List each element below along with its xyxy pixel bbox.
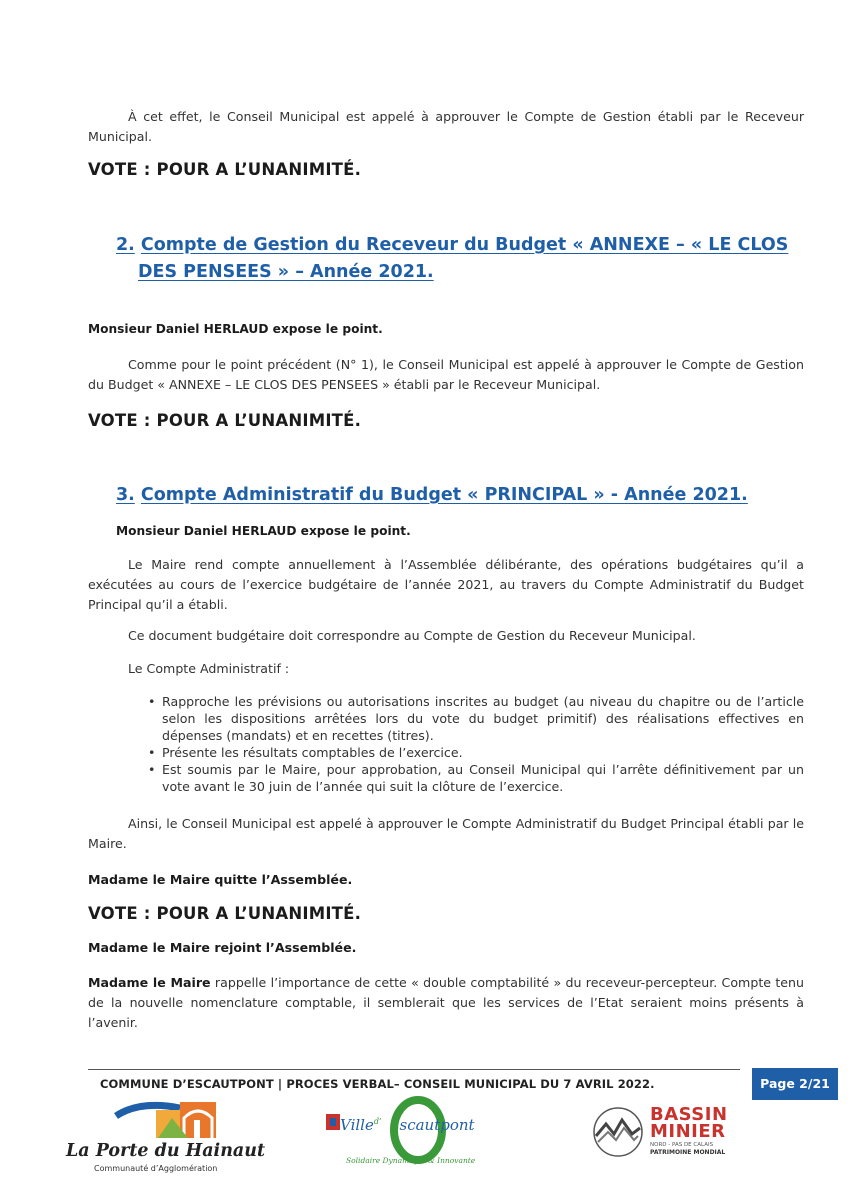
- footer-divider: [88, 1069, 740, 1070]
- porte-du-hainaut-emblem-icon: [110, 1094, 240, 1146]
- mayor-leaves-note: Madame le Maire quitte l’Assemblée.: [88, 872, 353, 887]
- section-3-paragraph-3: [88, 659, 804, 679]
- porte-du-hainaut-title: La Porte du Hainaut: [66, 1141, 266, 1161]
- section-2-text: Comme pour le point précédent (N° 1), le Conseil Municipal est appelé à approuver le Compte de Gestion du Budget « ANNEXE – LE CLOS DES PENSEES » établi par le Receveur Municipal.: [88, 357, 804, 392]
- section-3-text-4: Ainsi, le Conseil Municipal est appelé à approuver le Compte Administratif du Budget Principal établi par le Maire.: [88, 816, 804, 851]
- escautpont-name: scautpont: [399, 1116, 475, 1134]
- section-3-bullet-list: [148, 693, 804, 795]
- bassin-minier-region: NORD - PAS DE CALAIS: [650, 1142, 714, 1148]
- intro-paragraph: [88, 107, 804, 147]
- escautpont-slogan: Solidaire Dynamique & Innovante: [346, 1156, 476, 1165]
- ville-escautpont-logo: [322, 1094, 482, 1174]
- vote-result-2: VOTE : POUR A L’UNANIMITÉ.: [88, 411, 362, 430]
- porte-du-hainaut-subtitle: Communauté d’Agglomération: [94, 1164, 218, 1173]
- list-item: • Est soumis par le Maire, pour approbation, au Conseil Municipal qui l’arrête définitivement par un vote avant le 30 juin de l’année qui suit la clôture de l’exercice.: [148, 761, 804, 795]
- mayor-rejoins-note: Madame le Maire rejoint l’Assemblée.: [88, 940, 357, 955]
- section-3-paragraph-4: [88, 814, 804, 854]
- section-3-heading: [116, 482, 748, 509]
- escautpont-d: d’: [373, 1117, 382, 1126]
- section-2-number: 2.: [116, 235, 135, 255]
- section-3-text-1: Le Maire rend compte annuellement à l’Assemblée délibérante, des opérations budgétaires qu’il a exécutées au cours de l’exercice budgétaire de l’année 2021, au travers du Compte Administratif du Budget Principal qu’il a établi.: [88, 557, 804, 612]
- section-2-paragraph: [88, 355, 804, 395]
- section-2-title-line1: Compte de Gestion du Receveur du Budget « ANNEXE – « LE CLOS: [140, 235, 789, 255]
- section-3-speaker: Monsieur Daniel HERLAUD expose le point.: [116, 524, 411, 538]
- section-3-text-3: Le Compte Administratif :: [128, 661, 290, 676]
- closing-paragraph: [88, 973, 804, 1033]
- section-3-paragraph-2: [88, 626, 804, 646]
- section-3-paragraph-1: [88, 555, 804, 615]
- section-3-text-2: Ce document budgétaire doit correspondre au Compte de Gestion du Receveur Municipal.: [128, 628, 696, 643]
- bassin-minier-logo: [592, 1102, 732, 1162]
- bassin-minier-patrimoine: PATRIMOINE MONDIAL: [650, 1149, 726, 1156]
- section-2-title-line2: DES PENSEES » – Année 2021.: [138, 262, 434, 282]
- bassin-minier-title: [650, 1106, 728, 1140]
- list-item: • Rapproche les prévisions ou autorisations inscrites au budget (au niveau du chapitre ou de l’article selon les dispositions arrêtées lors du vote du budget primitif) des réalisations effectives en dépenses (mandats) et en recettes (titres).: [148, 693, 804, 744]
- bassin-minier-emblem-icon: [592, 1106, 644, 1158]
- vote-result-1: VOTE : POUR A L’UNANIMITÉ.: [88, 160, 362, 179]
- closing-lead: Madame le Maire: [88, 975, 211, 990]
- escautpont-ville: Ville: [340, 1116, 374, 1134]
- list-item: • Présente les résultats comptables de l’exercice.: [148, 744, 804, 761]
- intro-text: À cet effet, le Conseil Municipal est appelé à approuver le Compte de Gestion établi par le Receveur Municipal.: [88, 109, 804, 144]
- vote-result-3: VOTE : POUR A L’UNANIMITÉ.: [88, 904, 362, 923]
- page-number-badge: Page 2/21: [752, 1068, 838, 1100]
- section-2-heading: [116, 232, 788, 286]
- bassin-minier-word-2: MINIER: [650, 1121, 726, 1142]
- section-3-number: 3.: [116, 485, 135, 505]
- closing-text: rappelle l’importance de cette « double comptabilité » du receveur-percepteur. Compte tenu de la nouvelle nomenclature comptable, il semblerait que les services de l’Etat seraient moins présents à l’avenir.: [88, 975, 804, 1030]
- section-3-title: Compte Administratif du Budget « PRINCIPAL » - Année 2021.: [140, 485, 748, 505]
- porte-du-hainaut-logo: [66, 1094, 266, 1184]
- bassin-minier-word-1: BASSIN: [650, 1104, 728, 1125]
- footer-title: COMMUNE D’ESCAUTPONT | PROCES VERBAL– CONSEIL MUNICIPAL DU 7 AVRIL 2022.: [100, 1077, 655, 1091]
- section-2-speaker: Monsieur Daniel HERLAUD expose le point.: [88, 322, 383, 336]
- escautpont-wordmark: [340, 1116, 475, 1134]
